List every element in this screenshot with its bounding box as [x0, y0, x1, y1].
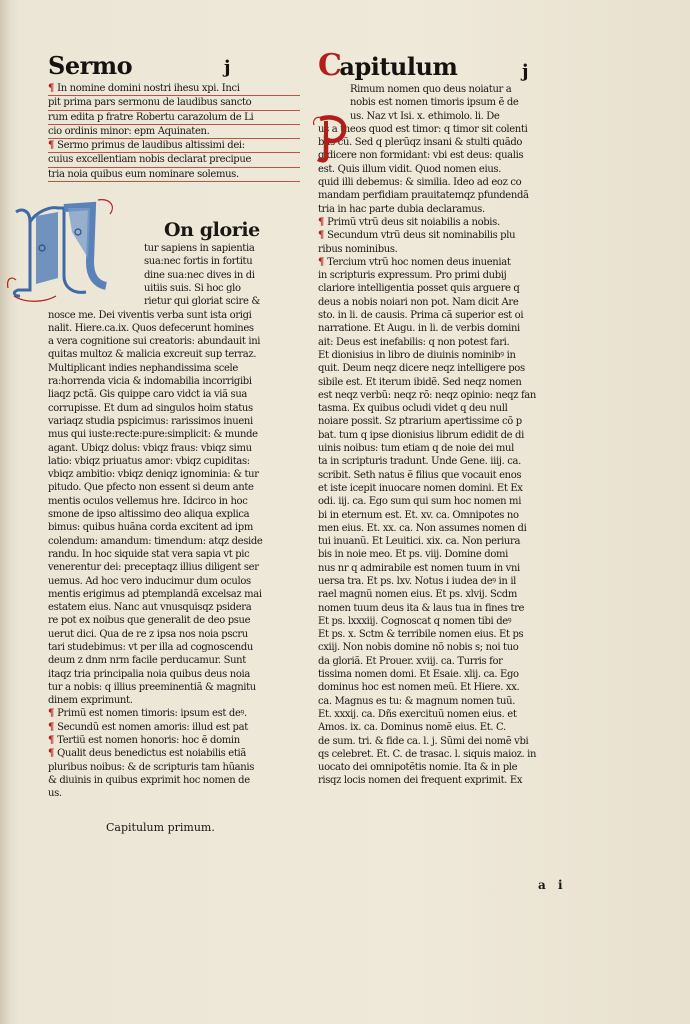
- pilcrow-icon: ¶: [48, 140, 58, 152]
- text-line: [318, 695, 580, 708]
- text-line: [48, 362, 300, 375]
- line-text: re pot ex noibus que generalit de deo psue: [48, 615, 251, 627]
- line-text: tur a nobis: q illius preeminentiã & magnitu: [48, 681, 256, 693]
- text-line: [318, 282, 580, 295]
- text-line: [48, 348, 300, 361]
- line-text: uerut dici. Qua de re z ipsa nos noia pscru: [48, 628, 248, 640]
- line-text: dominus hoc est nomen meũ. Et Hiere. xx.: [318, 682, 520, 694]
- line-text: ca. Magnus es tu: & magnum nomen tuũ.: [318, 695, 516, 707]
- text-line: [318, 336, 580, 349]
- text-line: [48, 388, 300, 401]
- line-text: ra:horrenda vicia & indomabilia incorrigibi: [48, 376, 252, 388]
- text-line: [48, 575, 300, 588]
- line-text: uemus. Ad hoc vero inducimur dum oculos: [48, 575, 251, 587]
- text-line: [318, 482, 580, 495]
- line-text: pit prima pars sermonu de laudibus sancto: [48, 97, 252, 109]
- drop-line: tur sapiens in sapientia: [144, 243, 255, 255]
- text-line: [318, 189, 580, 202]
- text-line: [318, 322, 580, 335]
- text-line: [318, 721, 580, 734]
- text-line: [318, 349, 580, 362]
- line-text: variaqz studia pspicimus: rarissimos inueni: [48, 415, 253, 427]
- intro-line: [48, 139, 300, 153]
- page-gutter: [0, 0, 10, 1024]
- line-text: nus nr q admirabile est nomen tuum in vni: [318, 562, 520, 574]
- text-line: [48, 508, 300, 521]
- text-line: [48, 521, 300, 534]
- text-line: [318, 548, 580, 561]
- line-text: cuius excellentiam nobis declarat precipue: [48, 154, 252, 166]
- text-line: [318, 735, 580, 748]
- text-line: [318, 136, 580, 149]
- line-text: sibile est. Et iterum ibidẽ. Sed neqz nomen: [318, 376, 522, 388]
- pilcrow-icon: ¶: [318, 256, 328, 268]
- text-line: [318, 774, 580, 787]
- text-line: [48, 455, 300, 468]
- text-line: [318, 123, 580, 136]
- text-line: [318, 455, 580, 468]
- text-line: [48, 322, 300, 335]
- line-text: Amos. ix. ca. Dominus nomẽ eius. Et. C.: [318, 722, 506, 734]
- text-line: [318, 535, 580, 548]
- text-line: [48, 628, 300, 641]
- text-line: [318, 229, 580, 242]
- red-initial-P-icon: [310, 113, 350, 163]
- text-line: [318, 309, 580, 322]
- decorated-initial-N-icon: [6, 192, 124, 308]
- text-line: [318, 415, 580, 428]
- decorated-initial-section: [48, 218, 300, 308]
- line-text: nosce me. Dei viventis verba sunt ista origi: [48, 309, 252, 321]
- line-text: smone de ipso altissimo deo aliqua explica: [48, 509, 250, 521]
- text-line: [48, 601, 300, 614]
- line-text: et iste icepit inuocare nomen domini. Et Ex: [318, 482, 523, 494]
- line-text: est neqz verbũ: neqz rõ: neqz opinio: neqz fan: [318, 389, 536, 401]
- text-line: [318, 748, 580, 761]
- line-text: bat. tum q ipse dionisius librum edidit de di: [318, 429, 524, 441]
- line-text: nalit. Hiere.ca.ix. Quos defecerunt homines: [48, 322, 254, 334]
- line-text: ait: Deus est inefabilis: q non potest fari.: [318, 336, 510, 348]
- right-drop-lines: [318, 83, 580, 123]
- line-text: bus cũ. Sed q plerũqz insani & stulti quãdo: [318, 137, 523, 149]
- line-text: uocato dei omnipotẽtis nomie. Ita & in ple: [318, 762, 518, 774]
- drop-line: sua:nec fortis in fortitu: [144, 256, 253, 268]
- intro-line: [48, 82, 300, 96]
- line-text: Et ps. lxxxiij. Cognoscat q nomen tibi deꝰ: [318, 615, 512, 627]
- line-text: Primũ est nomen timoris: ipsum est deꝰ.: [57, 708, 247, 720]
- line-text: rael magnũ nomen eius. Et ps. xlvij. Scdm: [318, 589, 517, 601]
- line-text: quit. Deum neqz dicere neqz intelligere pos: [318, 363, 525, 375]
- text-line: [318, 509, 580, 522]
- line-text: randu. In hoc siquide stat vera sapia vt pic: [48, 548, 250, 560]
- drop-line: rietur qui gloriat scire &: [144, 296, 260, 308]
- line-text: liaqz pctã. Gis quippe caro vidct ia viã sua: [48, 389, 248, 401]
- line-text: itaqz tria principalia noia quibus deus noia: [48, 668, 250, 680]
- text-line: [48, 375, 300, 388]
- text-line: [318, 575, 580, 588]
- line-text: in scripturis expressum. Pro primi dubij: [318, 270, 507, 282]
- line-text: Primũ vtrũ deus sit noiabilis a nobis.: [327, 216, 500, 228]
- line-text: pluribus noibus: & de scripturis tam hũanis: [48, 761, 254, 773]
- pilcrow-icon: ¶: [48, 735, 58, 747]
- line-text: noiare possit. Sz ptrarium apertissime cõ p: [318, 416, 522, 428]
- text-line: [48, 561, 300, 574]
- text-line: [318, 269, 580, 282]
- text-line: [48, 588, 300, 601]
- line-text: colendum: amandum: timendum: atqz deside: [48, 535, 263, 547]
- line-text: latio: vbiqz priuatus amor: vbiqz cupiditas:: [48, 455, 250, 467]
- line-text: Sermo primus de laudibus altissimi dei:: [57, 140, 245, 152]
- left-column: [48, 52, 300, 835]
- footer-title: Capitulum primum.: [106, 820, 215, 834]
- line-text: us a theos quod est timor: q timor sit colenti: [318, 123, 528, 135]
- line-text: In nomine domini nostri ihesu xpi. Inci: [57, 83, 240, 94]
- text-line: [48, 747, 300, 760]
- line-text: odi. iij. ca. Ego sum qui sum hoc nomen mi: [318, 496, 522, 508]
- text-line: [318, 376, 580, 389]
- text-line: [318, 522, 580, 535]
- line-text: quid illi debemus: & similia. Ideo ad eoz co: [318, 177, 522, 189]
- text-line: [48, 774, 300, 787]
- line-text: ribus nominibus.: [318, 243, 398, 255]
- text-line: [48, 654, 300, 667]
- line-text: Secundũ est nomen amoris: illud est pat: [57, 721, 248, 733]
- text-line: [48, 335, 300, 348]
- line-text: deum z dnm nrm facile perducamur. Sunt: [48, 655, 246, 667]
- text-line: [318, 256, 580, 269]
- text-line: [48, 442, 300, 455]
- pilcrow-icon: ¶: [318, 216, 328, 228]
- text-line: [48, 641, 300, 654]
- drop-line: dine sua:nec dives in di: [144, 269, 255, 281]
- line-text: pitudo. Que pfecto non essent si deum ante: [48, 482, 254, 494]
- line-text: Et ps. x. Sctm & terribile nomen eius. Et ps: [318, 629, 524, 641]
- text-line: [318, 588, 580, 601]
- text-line: [318, 389, 580, 402]
- line-text: mentis oculos vellemus hre. Idcirco in hoc: [48, 495, 248, 507]
- line-text: a vera cognitione sui creatoris: abundauit ini: [48, 336, 261, 348]
- line-text: agant. Ubiqz dolus: vbiqz fraus: vbiqz simu: [48, 442, 252, 454]
- text-line: [318, 429, 580, 442]
- text-line: [48, 428, 300, 441]
- pilcrow-icon: ¶: [48, 708, 58, 720]
- text-line: [48, 402, 300, 415]
- pilcrow-icon: ¶: [48, 83, 58, 94]
- drop-line: uitiis suis. Si hoc glo: [144, 282, 241, 294]
- left-subheading: On glorie: [164, 219, 260, 242]
- text-line: [318, 469, 580, 482]
- text-line: [318, 402, 580, 415]
- line-text: qs celebret. Et. C. de trasac. l. siquis maioz. in: [318, 748, 537, 760]
- line-text: da gloriã. Et Prouer. xviij. ca. Turris for: [318, 655, 503, 667]
- line-text: mandam perfidiam prauitatemqz pfundendã: [318, 190, 529, 202]
- line-text: tari studebimus: vt per illa ad cognoscendu: [48, 641, 254, 653]
- text-line: [48, 734, 300, 747]
- line-text: tissima nomen domi. Et Esaie. xlij. ca. Ego: [318, 669, 519, 681]
- text-line: [48, 614, 300, 627]
- line-text: deus a nobis noiari non pot. Nam dicit Are: [318, 296, 519, 308]
- text-line: [318, 562, 580, 575]
- signature-mark: a i: [538, 878, 567, 892]
- intro-line: [48, 111, 300, 125]
- right-body-text: [318, 123, 580, 788]
- text-line: [48, 668, 300, 681]
- line-text: clariore intelligentia posset quis arguere q: [318, 283, 520, 295]
- text-line: [48, 309, 300, 322]
- line-text: men eius. Et. xx. ca. Non assumes nomen di: [318, 522, 527, 534]
- drop-line: us. Naz vt Isi. x. ethimolo. li. De: [350, 110, 500, 122]
- line-text: rum edita p fratre Robertu carazolum de Li: [48, 111, 254, 123]
- left-body-text: [48, 309, 300, 801]
- text-line: [48, 787, 300, 800]
- text-line: [318, 243, 580, 256]
- text-line: [318, 602, 580, 615]
- right-heading: [318, 48, 580, 83]
- line-text: tui inuanũ. Et Leuitici. xix. ca. Non periura: [318, 536, 521, 548]
- line-text: venerentur dei: preceptaqz illius diligent ser: [48, 562, 259, 574]
- line-text: nomen tuum deus ita & laus tua in fines tre: [318, 602, 525, 614]
- text-line: [318, 163, 580, 176]
- line-text: uersa tra. Et ps. lxv. Notus i iudea deꝰ in il: [318, 575, 517, 587]
- right-drop-section: [318, 83, 580, 123]
- line-text: Tercium vtrũ hoc nomen deus inueniat: [327, 256, 511, 268]
- left-heading-number: j: [224, 57, 231, 78]
- intro-line: [48, 96, 300, 110]
- drop-line: Rimum nomen quo deus noiatur a: [350, 84, 512, 95]
- line-text: Secundum vtrũ deus sit nominabilis plu: [327, 230, 516, 242]
- line-text: q dicere non formidant: vbi est deus: qualis: [318, 150, 524, 162]
- line-text: cxiij. Non nobis domine nõ nobis s; noi tuo: [318, 642, 519, 654]
- line-text: cio ordinis minor: epm Aquinaten.: [48, 125, 210, 137]
- text-line: [318, 668, 580, 681]
- line-text: tasma. Ex quibus ocludi videt q deu null: [318, 403, 508, 415]
- line-text: dinem exprimunt.: [48, 695, 133, 707]
- text-line: [318, 681, 580, 694]
- line-text: bimus: quibus huãna corda excitent ad ipm: [48, 522, 253, 534]
- line-text: narratione. Et Augu. in li. de verbis domini: [318, 323, 520, 335]
- text-line: [48, 761, 300, 774]
- text-line: [48, 535, 300, 548]
- right-heading-text: apitulum: [339, 52, 458, 81]
- right-heading-capital: C: [318, 48, 342, 83]
- text-line: [48, 481, 300, 494]
- text-line: [48, 721, 300, 734]
- text-line: [318, 655, 580, 668]
- line-text: bi in eternum est. Et. xv. ca. Omnipotes no: [318, 509, 519, 521]
- line-text: Et. xxxij. ca. Dñs exercituũ nomen eius. et: [318, 708, 517, 720]
- line-text: de sum. tri. & fide ca. l. j. Sũmi dei nomẽ vbi: [318, 735, 529, 747]
- text-line: [318, 176, 580, 189]
- line-text: corrupisse. Et dum ad singulos hoim status: [48, 402, 253, 414]
- pilcrow-icon: ¶: [48, 748, 58, 760]
- text-line: [318, 442, 580, 455]
- intro-line: [48, 168, 300, 182]
- line-text: scribit. Seth natus ẽ filius que vocauit enos: [318, 469, 522, 481]
- line-text: & diuinis in quibus exprimit hoc nomen de: [48, 774, 250, 786]
- text-line: [318, 149, 580, 162]
- intro-line: [48, 153, 300, 167]
- text-line: [318, 615, 580, 628]
- text-line: [48, 468, 300, 481]
- text-line: [318, 216, 580, 229]
- line-text: tria in hac parte dubia declaramus.: [318, 203, 485, 215]
- text-line: [318, 708, 580, 721]
- pilcrow-icon: ¶: [318, 230, 328, 242]
- text-line: [48, 707, 300, 720]
- line-text: mentis erigimus ad ptemplandã excelsaz mai: [48, 588, 262, 600]
- line-text: ta in scripturis tradunt. Unde Gene. iiij. ca.: [318, 456, 521, 468]
- text-line: [48, 495, 300, 508]
- text-line: [48, 694, 300, 707]
- line-text: mus qui iuste:recte:pure:simplicit: & munde: [48, 429, 258, 441]
- text-line: [318, 203, 580, 216]
- left-heading-text: Sermo: [48, 51, 133, 80]
- line-text: Tertiũ est nomen honoris: hoc ẽ domin: [57, 735, 240, 747]
- text-line: [318, 495, 580, 508]
- line-text: quitas multoz & malicia excreuit sup terraz.: [48, 349, 257, 361]
- line-text: tria noia quibus eum nominare solemus.: [48, 168, 239, 180]
- drop-line: nobis est nomen timoris ipsum ẽ de: [350, 97, 519, 109]
- line-text: vbiqz ambitio: vbiqz deniqz ignominia: & tur: [48, 469, 259, 481]
- intro-rubric-block: [48, 82, 300, 182]
- line-text: est. Quis illum vidit. Quod nomen eius.: [318, 163, 502, 175]
- line-text: Qualit deus benedictus est noiabilis etiã: [57, 748, 246, 760]
- text-line: [318, 296, 580, 309]
- pilcrow-icon: ¶: [48, 721, 58, 733]
- text-line: [48, 415, 300, 428]
- text-line: [318, 761, 580, 774]
- text-line: [48, 548, 300, 561]
- line-text: sto. in li. de causis. Prima cã superior est oi: [318, 310, 524, 322]
- line-text: bis in noie meo. Et ps. viij. Domine domi: [318, 549, 508, 561]
- text-line: [318, 628, 580, 641]
- line-text: risqz locis nomen dei frequent exprimit. Ex: [318, 775, 523, 787]
- line-text: Multiplicant indies nephandissima scele: [48, 362, 238, 374]
- intro-line: [48, 125, 300, 139]
- text-line: [318, 641, 580, 654]
- text-line: [318, 362, 580, 375]
- text-line: [48, 681, 300, 694]
- line-text: estatem eius. Nanc aut vnusquisqz psidera: [48, 602, 252, 614]
- left-heading: [48, 52, 300, 80]
- line-text: Et dionisius in libro de diuinis nominibꝰ in: [318, 349, 516, 361]
- line-text: us.: [48, 788, 62, 800]
- right-column: [318, 48, 580, 788]
- right-heading-number: j: [522, 61, 529, 82]
- line-text: uinis noibus: tum etiam q de noie dei mul: [318, 443, 514, 455]
